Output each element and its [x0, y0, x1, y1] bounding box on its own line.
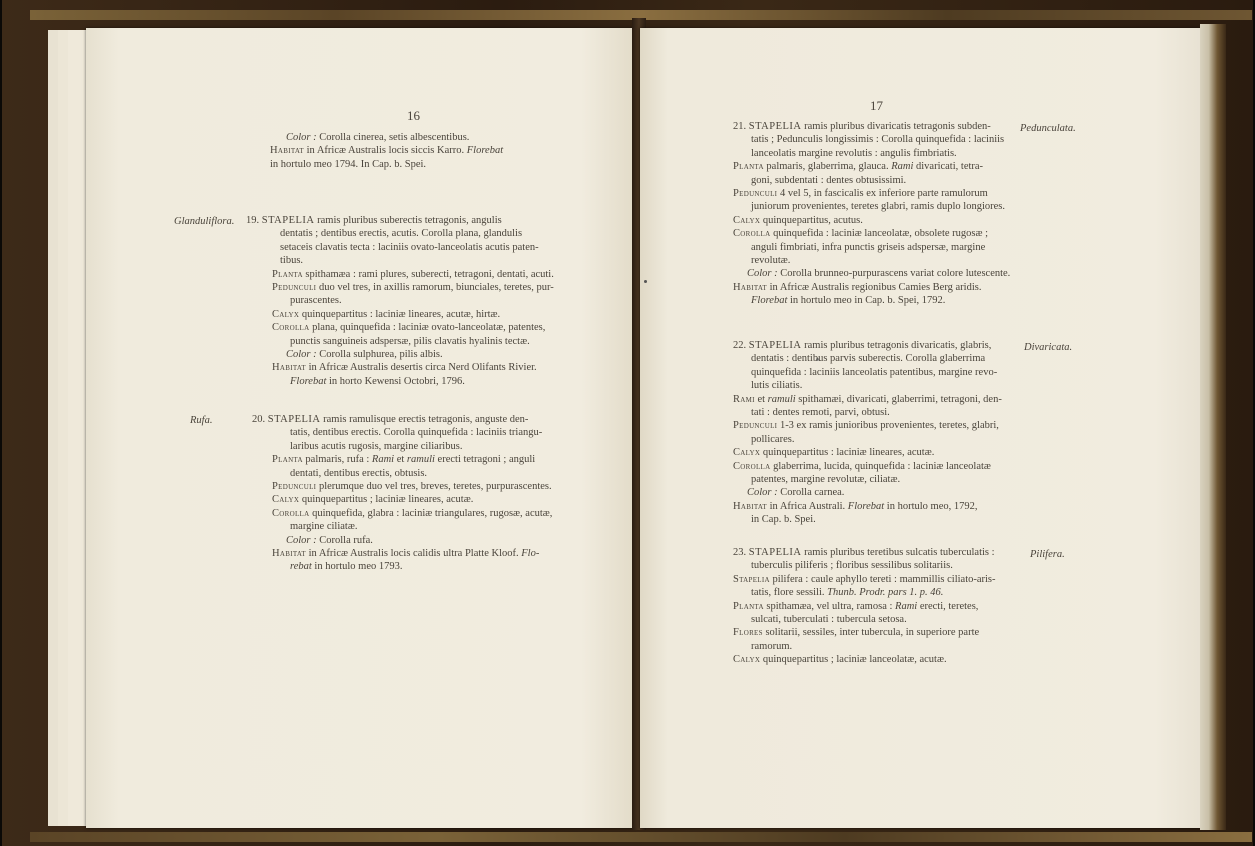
rami-text: tati : dentes remoti, parvi, obtusi.: [751, 407, 890, 419]
species-number: 19.: [246, 215, 260, 226]
florebat-label: Florebat: [290, 375, 327, 387]
color-label: Color :: [286, 349, 317, 361]
pedunculi-text: purascentes.: [290, 295, 342, 307]
habitat-label: Habitat: [272, 548, 307, 560]
planta-label: Planta: [272, 454, 303, 466]
color-text: Corolla cinerea, setis albescentibus.: [316, 132, 470, 143]
conjunction: et: [754, 393, 768, 405]
flores-label: Flores: [733, 627, 763, 639]
diagnosis-line: ramis pluribus tetragonis divaricatis, glabris,: [804, 340, 992, 351]
synonym-text: tatis, flore sessili.: [751, 587, 825, 599]
planta-text: spithamæa, vel ultra, ramosa :: [763, 600, 893, 612]
planta-text: palmaris, glaberrima, glauca.: [763, 161, 889, 173]
florebat-label: Florebat: [751, 295, 788, 307]
calyx-text: quinquepartitus : laciniæ lineares, acutæ.: [760, 447, 935, 459]
calyx-label: Calyx: [733, 214, 761, 226]
florebat-label: rebat: [290, 561, 312, 573]
color-label: Color :: [747, 268, 778, 280]
habitat-label: Habitat: [733, 500, 768, 512]
margin-name-22: Divaricata.: [1024, 342, 1073, 353]
ramuli-label: ramuli: [767, 393, 796, 405]
ramuli-label: ramuli: [406, 454, 435, 466]
page-number: 16: [407, 108, 420, 123]
right-page: [640, 28, 1200, 828]
diagnosis-line: dentatis ; dentibus erectis, acutis. Corolla plana, glandulis: [280, 228, 523, 240]
calyx-text: quinquepartitus : laciniæ lineares, acutæ, hirtæ.: [299, 308, 501, 320]
genus-name: STAPELIA: [267, 414, 321, 425]
corolla-text: quinquefida : laciniæ lanceolatæ, obsolete rugosæ ;: [770, 228, 989, 240]
rami-label: Rami: [891, 161, 914, 173]
pedunculi-label: Pedunculi: [733, 188, 778, 200]
margin-name-23: Pilifera.: [1030, 549, 1065, 560]
genus-name: STAPELIA: [748, 121, 802, 132]
genus-name: STAPELIA: [748, 340, 802, 351]
species-23-entry: [733, 546, 1113, 667]
habitat-text: in Africa Australi.: [767, 500, 846, 512]
species-22-entry: [733, 339, 1113, 527]
habitat-text: in Africæ Australis regionibus Camies Berg aridis.: [767, 281, 982, 293]
cover-gilt-edge-bottom: [30, 832, 1252, 842]
diagnosis-line: quinquefida : laciniis lanceolatis patentibus, margine revo-: [751, 366, 998, 378]
color-label: Color :: [747, 487, 778, 499]
species-19-entry: [246, 214, 626, 388]
corolla-text: plana, quinquefida : laciniæ ovato-lanceolatæ, patentes,: [309, 322, 546, 334]
species-number: 22.: [733, 340, 747, 351]
habitat-text: in Africæ Australis locis siccis Karro.: [304, 145, 465, 157]
calyx-label: Calyx: [733, 654, 761, 666]
habitat-text: in Africæ Australis locis calidis ultra Platte Kloof.: [306, 548, 519, 560]
florebat-label: Flo-: [521, 548, 540, 560]
planta-text: divaricati, tetra-: [913, 161, 984, 173]
florebat-text: in hortulo meo in Cap. b. Spei, 1792.: [787, 295, 946, 307]
species-number: 21.: [733, 121, 747, 132]
pedunculi-text: 4 vel 5, in fascicalis ex inferiore parte ramulorum: [777, 188, 988, 200]
diagnosis-line: tatis, dentibus erectis. Corolla quinquefida : laciniis triangu-: [290, 427, 543, 439]
margin-name-20: Rufa.: [190, 415, 213, 426]
planta-label: Planta: [733, 161, 764, 173]
calyx-text: quinquepartitus ; laciniæ lanceolatæ, acutæ.: [760, 654, 947, 666]
color-text: Corolla sulphurea, pilis albis.: [316, 349, 443, 361]
species-21-entry: [733, 120, 1113, 308]
left-page: [86, 28, 636, 828]
diagnosis-line: lanceolatis margine revolutis : angulis fimbriatis.: [751, 147, 957, 159]
page-spot: [644, 280, 647, 283]
genus-name: STAPELIA: [261, 215, 315, 226]
pedunculi-label: Pedunculi: [272, 481, 317, 493]
species-20-entry: [252, 413, 632, 574]
diagnosis-line: ramis pluribus divaricatis tetragonis subden-: [804, 121, 991, 132]
diagnosis-line: tuberculis piliferis ; floribus sessilibus solitariis.: [751, 560, 953, 572]
rami-label: Rami: [371, 454, 395, 466]
color-text: Corolla rufa.: [316, 534, 373, 546]
pedunculi-label: Pedunculi: [733, 420, 778, 432]
florebat-label: Florebat: [847, 500, 885, 512]
pedunculi-text: duo vel tres, in axillis ramorum, biunciales, teretes, pur-: [316, 282, 554, 294]
florebat-text: in Cap. b. Spei.: [751, 514, 816, 526]
planta-text: erecti tetragoni ; anguli: [434, 454, 536, 466]
rami-label: Rami: [733, 393, 755, 405]
diagnosis-line: tibus.: [280, 255, 304, 267]
calyx-text: quinquepartitus, acutus.: [760, 214, 863, 226]
habitat-label: Habitat: [272, 362, 307, 374]
diagnosis-line: ramis pluribus suberectis tetragonis, angulis: [317, 215, 502, 226]
corolla-label: Corolla: [272, 322, 310, 334]
corolla-text: patentes, margine revolutæ, ciliatæ.: [751, 474, 901, 486]
diagnosis-line: lutis ciliatis.: [751, 380, 803, 392]
diagnosis-line: ramis pluribus teretibus sulcatis tuberculatis :: [804, 547, 995, 558]
pedunculi-text: plerumque duo vel tres, breves, teretes, purpurascentes.: [316, 481, 552, 493]
planta-text: spithamæa : rami plures, suberecti, tetragoni, dentati, acuti.: [302, 268, 554, 280]
florebat-text: in horto Kewensi Octobri, 1796.: [326, 375, 465, 387]
flores-text: ramorum.: [751, 640, 793, 652]
rami-label: Rami: [895, 600, 918, 612]
planta-text: erecti, teretes,: [917, 600, 979, 612]
margin-name-19: Glanduliflora.: [174, 216, 235, 227]
corolla-text: margine ciliatæ.: [290, 521, 358, 533]
diagnosis-line: dentatis : dentibus parvis suberectis. Corolla glaberrima: [751, 353, 986, 365]
color-text: Corolla brunneo-purpurascens variat colore lutescente.: [777, 268, 1011, 280]
page-number: 17: [870, 98, 883, 113]
planta-text: dentati, dentibus erectis, obtusis.: [290, 467, 428, 479]
synonym-text: pilifera : caule aphyllo tereti : mammillis ciliato-aris-: [769, 573, 996, 585]
planta-label: Planta: [272, 268, 303, 280]
calyx-label: Calyx: [733, 447, 761, 459]
rami-text: spithamæi, divaricati, glaberrimi, tetragoni, den-: [795, 393, 1002, 405]
florebat-text: in hortulo meo 1794. In Cap. b. Spei.: [270, 158, 427, 170]
calyx-text: quinquepartitus ; laciniæ lineares, acutæ.: [299, 494, 474, 506]
genus-name: STAPELIA: [748, 547, 802, 558]
conjunction: et: [394, 454, 407, 466]
calyx-label: Calyx: [272, 494, 300, 506]
corolla-text: glaberrima, lucida, quinquefida : laciniæ lanceolatæ: [770, 460, 991, 472]
pedunculi-text: pollicares.: [751, 433, 795, 445]
continuation-block: [256, 131, 636, 171]
corolla-text: quinquefida, glabra : laciniæ triangulares, rugosæ, acutæ,: [309, 507, 553, 519]
calyx-label: Calyx: [272, 308, 300, 320]
planta-text: palmaris, rufa :: [302, 454, 370, 466]
florebat-text: in hortulo meo, 1792,: [884, 500, 978, 512]
planta-text: goni, subdentati : dentes obtusissimi.: [751, 174, 907, 186]
corolla-text: anguli fimbriati, infra punctis griseis adspersæ, margine: [751, 241, 986, 253]
diagnosis-line: laribus acutis rugosis, margine ciliaribus.: [290, 440, 463, 452]
corolla-text: punctis sanguineis adspersæ, pilis clavatis hyalinis tectæ.: [290, 335, 530, 347]
color-label: Color :: [286, 534, 317, 546]
pedunculi-label: Pedunculi: [272, 282, 317, 294]
corolla-text: revolutæ.: [751, 255, 791, 267]
reference: Thunb. Prodr. pars 1. p. 46.: [827, 587, 944, 599]
planta-label: Planta: [733, 600, 764, 612]
margin-name-21: Pedunculata.: [1020, 123, 1076, 134]
color-text: Corolla carnea.: [777, 487, 845, 499]
color-label: Color :: [286, 132, 317, 143]
corolla-label: Corolla: [733, 228, 771, 240]
diagnosis-line: setaceis clavatis tecta : laciniis ovato-lanceolatis acutis paten-: [280, 241, 539, 253]
corolla-label: Corolla: [733, 460, 771, 472]
habitat-label: Habitat: [733, 281, 768, 293]
florebat-text: in hortulo meo 1793.: [311, 561, 403, 573]
species-number: 20.: [252, 414, 266, 425]
planta-text: sulcati, tuberculati : tubercula setosa.: [751, 614, 907, 626]
species-number: 23.: [733, 547, 747, 558]
habitat-text: in Africæ Australis desertis circa Nerd Olifants Rivier.: [306, 362, 537, 374]
corolla-label: Corolla: [272, 507, 310, 519]
flores-text: solitarii, sessiles, inter tubercula, in superiore parte: [762, 627, 980, 639]
pedunculi-text: juniorum provenientes, teretes glabri, ramis duplo longiores.: [751, 201, 1005, 213]
diagnosis-line: tatis ; Pedunculis longissimis : Corolla quinquefida : laciniis: [751, 134, 1005, 146]
habitat-label: Habitat: [270, 145, 305, 157]
pedunculi-text: 1-3 ex ramis junioribus provenientes, teretes, glabri,: [777, 420, 999, 432]
diagnosis-line: ramis ramulisque erectis tetragonis, anguste den-: [323, 414, 529, 425]
right-page-edge: [1200, 24, 1226, 830]
synonym-label: Stapelia: [733, 573, 770, 585]
florebat-label: Florebat: [466, 145, 504, 157]
